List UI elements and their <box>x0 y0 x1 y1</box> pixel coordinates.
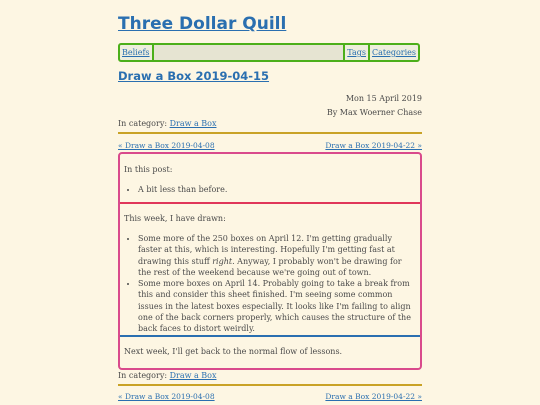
site-title-link[interactable]: Three Dollar Quill <box>118 14 287 34</box>
next-post-link-bottom[interactable]: Draw a Box 2019-04-22 » <box>325 392 422 401</box>
category-prefix: In category: <box>118 371 168 380</box>
pager-top <box>118 141 422 150</box>
outro-divider <box>120 335 420 337</box>
category-prefix: In category: <box>118 119 168 128</box>
nav-beliefs-link[interactable]: Beliefs <box>122 48 150 57</box>
category-link-bottom[interactable]: Draw a Box <box>169 371 217 380</box>
list-item: • Some more boxes on April 14. Probably going to take a break from this and consider this sheet finished. I'm seeing some common issues in the latest boxes especially. It looks like I'm failing to align one of the back corners properly, which causes the structure of the back faces to distort weirdly. <box>138 278 416 334</box>
prev-post-link-bottom[interactable]: « Draw a Box 2019-04-08 <box>118 392 215 401</box>
toc-list <box>120 184 416 195</box>
drawn-list <box>120 233 416 335</box>
category-line-top <box>118 119 217 128</box>
category-link-top[interactable]: Draw a Box <box>169 119 217 128</box>
nav-tags-link[interactable]: Tags <box>347 48 366 57</box>
intro-text: This week, I have drawn: <box>124 214 226 223</box>
post-author: By Max Woerner Chase <box>326 108 422 117</box>
in-this-post-label: In this post: <box>124 165 173 174</box>
toc-divider <box>120 202 420 204</box>
post-date: Mon 15 April 2019 <box>345 94 422 103</box>
navbar <box>118 43 420 62</box>
pager-bottom <box>118 392 422 401</box>
prev-post-link-top[interactable]: « Draw a Box 2019-04-08 <box>118 141 215 150</box>
category-line-bottom <box>118 371 217 380</box>
nav-spacer <box>154 45 344 60</box>
nav-categories-link[interactable]: Categories <box>372 48 416 57</box>
outro-text: Next week, I'll get back to the normal flow of lessons. <box>124 347 343 356</box>
divider-top <box>118 132 422 134</box>
divider-bottom <box>118 384 422 386</box>
list-item: • Some more of the 250 boxes on April 12. I'm getting gradually faster at this, which is interesting. Hopefully I'm getting fast at drawing this stuff right. Anyway, I probably won't be drawing for the rest of the weekend because we're going out of town. <box>138 233 416 278</box>
post-content <box>118 152 422 370</box>
toc-item: • A bit less than before. <box>138 184 416 195</box>
post-title-link[interactable]: Draw a Box 2019-04-15 <box>118 69 270 83</box>
next-post-link-top[interactable]: Draw a Box 2019-04-22 » <box>325 141 422 150</box>
